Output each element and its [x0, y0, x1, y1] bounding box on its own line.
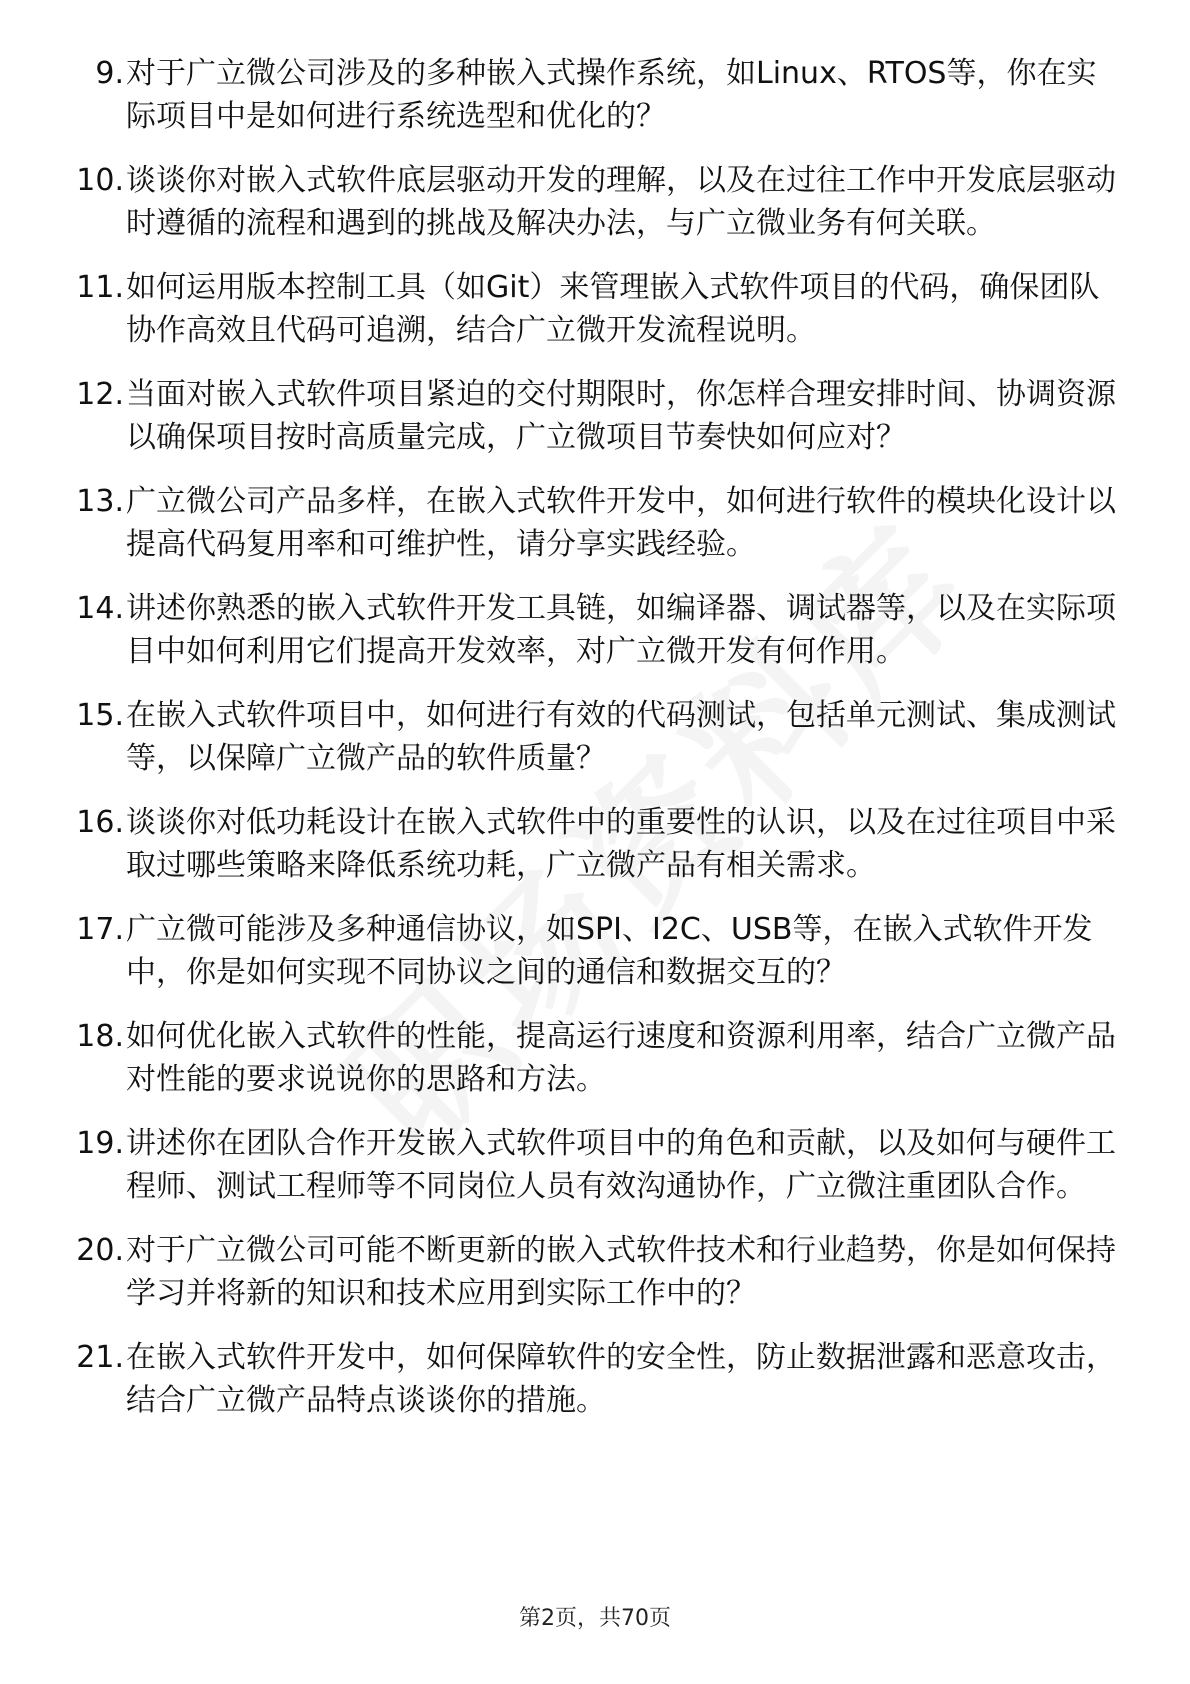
question-item	[0, 587, 1190, 673]
question-text: 广立微公司产品多样，在嵌入式软件开发中，如何进行软件的模块化设计以提高代码复用率和可维护性，请分享实践经验。	[126, 484, 1116, 562]
question-number: 14.	[76, 591, 124, 626]
question-item	[0, 266, 1190, 352]
question-number: 12.	[76, 377, 124, 412]
question-item	[0, 908, 1190, 994]
question-number: 18.	[76, 1019, 124, 1054]
question-text: 讲述你熟悉的嵌入式软件开发工具链，如编译器、调试器等，以及在实际项目中如何利用它们提高开发效率，对广立微开发有何作用。	[126, 591, 1116, 669]
question-text: 如何运用版本控制工具（如Git）来管理嵌入式软件项目的代码，确保团队协作高效且代码可追溯，结合广立微开发流程说明。	[126, 270, 1100, 348]
question-text: 如何优化嵌入式软件的性能，提高运行速度和资源利用率，结合广立微产品对性能的要求说说你的思路和方法。	[126, 1019, 1116, 1097]
question-item	[0, 373, 1190, 459]
question-item	[0, 159, 1190, 245]
question-item	[0, 1122, 1190, 1208]
question-text: 广立微可能涉及多种通信协议，如SPI、I2C、USB等，在嵌入式软件开发中，你是如何实现不同协议之间的通信和数据交互的？	[126, 912, 1093, 990]
question-item	[0, 1015, 1190, 1101]
question-item	[0, 52, 1190, 138]
question-text: 谈谈你对低功耗设计在嵌入式软件中的重要性的认识，以及在过往项目中采取过哪些策略来降低系统功耗，广立微产品有相关需求。	[126, 805, 1116, 883]
question-item	[0, 480, 1190, 566]
question-item	[0, 1336, 1190, 1422]
question-text: 讲述你在团队合作开发嵌入式软件项目中的角色和贡献，以及如何与硬件工程师、测试工程师等不同岗位人员有效沟通协作，广立微注重团队合作。	[126, 1126, 1116, 1204]
page-footer: 第2页，共70页	[519, 1606, 671, 1631]
question-number: 17.	[76, 912, 124, 947]
question-item	[0, 1229, 1190, 1315]
question-list	[0, 52, 1190, 1443]
question-item	[0, 694, 1190, 780]
question-number: 16.	[76, 805, 124, 840]
question-number: 19.	[76, 1126, 124, 1161]
question-text: 在嵌入式软件项目中，如何进行有效的代码测试，包括单元测试、集成测试等，以保障广立微产品的软件质量？	[126, 698, 1116, 776]
question-text: 对于广立微公司涉及的多种嵌入式操作系统，如Linux、RTOS等，你在实际项目中是如何进行系统选型和优化的？	[126, 56, 1097, 134]
question-number: 11.	[76, 270, 124, 305]
question-text: 当面对嵌入式软件项目紧迫的交付期限时，你怎样合理安排时间、协调资源以确保项目按时高质量完成，广立微项目节奏快如何应对？	[126, 377, 1116, 455]
question-text: 在嵌入式软件开发中，如何保障软件的安全性，防止数据泄露和恶意攻击，结合广立微产品特点谈谈你的措施。	[126, 1340, 1116, 1418]
question-number: 20.	[76, 1233, 124, 1268]
question-number: 13.	[76, 484, 124, 519]
question-number: 15.	[76, 698, 124, 733]
question-text: 谈谈你对嵌入式软件底层驱动开发的理解，以及在过往工作中开发底层驱动时遵循的流程和遇到的挑战及解决办法，与广立微业务有何关联。	[126, 163, 1116, 241]
question-text: 对于广立微公司可能不断更新的嵌入式软件技术和行业趋势，你是如何保持学习并将新的知识和技术应用到实际工作中的？	[126, 1233, 1116, 1311]
question-item	[0, 801, 1190, 887]
question-number: 9.	[95, 56, 124, 91]
question-number: 21.	[76, 1340, 124, 1375]
question-number: 10.	[76, 163, 124, 198]
